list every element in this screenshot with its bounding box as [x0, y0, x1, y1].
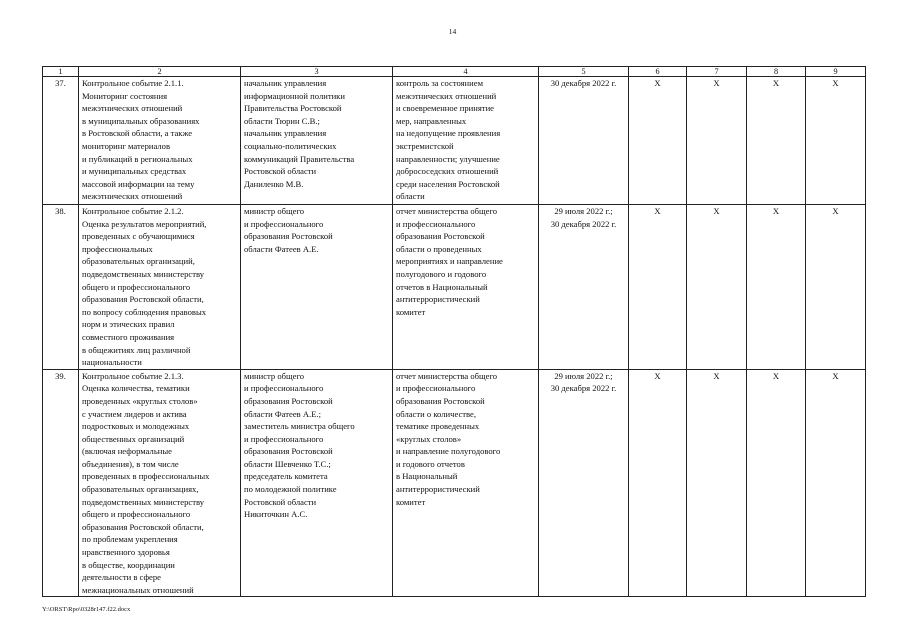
- mark-cell-8: X: [747, 205, 806, 370]
- row-number: 38.: [43, 205, 79, 370]
- result-cell: отчет министерства общего и профессионального образования Ростовской области о количестве, тематике проведенных «круглых столов» и направление полугодового и годового отчетов в Национальный антитеррористический комитет: [393, 369, 539, 597]
- mark-cell-9: X: [806, 369, 866, 597]
- column-header-8: 8: [747, 67, 806, 77]
- column-header-5: 5: [539, 67, 629, 77]
- mark-cell-9: X: [806, 205, 866, 370]
- row-number: 37.: [43, 77, 79, 205]
- mark-cell-6: X: [629, 205, 687, 370]
- mark-cell-8: X: [747, 77, 806, 205]
- page-number: 14: [448, 27, 457, 36]
- responsible-cell: министр общего и профессионального образования Ростовской области Фатеев А.Е.: [241, 205, 393, 370]
- mark-cell-9: X: [806, 77, 866, 205]
- column-header-1: 1: [43, 67, 79, 77]
- column-header-3: 3: [241, 67, 393, 77]
- mark-cell-7: X: [687, 77, 747, 205]
- mark-cell-6: X: [629, 369, 687, 597]
- control-event-cell: Контрольное событие 2.1.3. Оценка количества, тематики проведенных «круглых столов» с участием лидеров и актива подростковых и молодежных общественных организаций (включая неформальные объединения), в том числе проведенных в профессиональных образовательных организациях, подведомственных министерству общего и профессионального образования Ростовской области, по проблемам укрепления нравственного здоровья в обществе, координации деятельности в сфере межнациональных отношений: [79, 369, 241, 597]
- result-cell: отчет министерства общего и профессионального образования Ростовской области о проведенных мероприятиях и направление полугодового и годового отчетов в Национальный антитеррористический комитет: [393, 205, 539, 370]
- control-event-cell: Контрольное событие 2.1.2. Оценка результатов мероприятий, проведенных с обучающимися профессиональных образовательных организаций, подведомственных министерству общего и профессионального образования Ростовской области, по вопросу соблюдения правовых норм и этических правил совместного проживания в общежитиях лиц различной национальности: [79, 205, 241, 370]
- header-row: [43, 67, 866, 77]
- control-event-cell: Контрольное событие 2.1.1. Мониторинг состояния межэтнических отношений в муниципальных образованиях в Ростовской области, а также мониторинг материалов и публикаций в региональных и муниципальных средствах массовой информации на тему межэтнических отношений: [79, 77, 241, 205]
- events-table: [42, 66, 866, 597]
- mark-cell-7: X: [687, 369, 747, 597]
- responsible-cell: начальник управления информационной политики Правительства Ростовской области Тюрин С.В.; начальник управления социально-политических коммуникаций Правительства Ростовской области Даниленко М.В.: [241, 77, 393, 205]
- date-cell: 30 декабря 2022 г.: [539, 77, 629, 205]
- column-header-9: 9: [806, 67, 866, 77]
- table-row: [43, 369, 866, 597]
- mark-cell-7: X: [687, 205, 747, 370]
- column-header-2: 2: [79, 67, 241, 77]
- file-path-footer: Y:\ORST\Rpo\0328r147.f22.docx: [42, 606, 131, 613]
- table-row: [43, 77, 866, 205]
- mark-cell-8: X: [747, 369, 806, 597]
- column-header-7: 7: [687, 67, 747, 77]
- responsible-cell: министр общего и профессионального образования Ростовской области Фатеев А.Е.; заместитель министра общего и профессионального образования Ростовской области Шевченко Т.С.; председатель комитета по молодежной политике Ростовской области Никиточкин А.С.: [241, 369, 393, 597]
- date-cell: 29 июля 2022 г.; 30 декабря 2022 г.: [539, 369, 629, 597]
- column-header-6: 6: [629, 67, 687, 77]
- mark-cell-6: X: [629, 77, 687, 205]
- table-row: [43, 205, 866, 370]
- column-header-4: 4: [393, 67, 539, 77]
- row-number: 39.: [43, 369, 79, 597]
- date-cell: 29 июля 2022 г.; 30 декабря 2022 г.: [539, 205, 629, 370]
- result-cell: контроль за состоянием межэтнических отношений и своевременное принятие мер, направленных на недопущение проявления экстремистской направленности; улучшение добрососедских отношений среди населения Ростовской области: [393, 77, 539, 205]
